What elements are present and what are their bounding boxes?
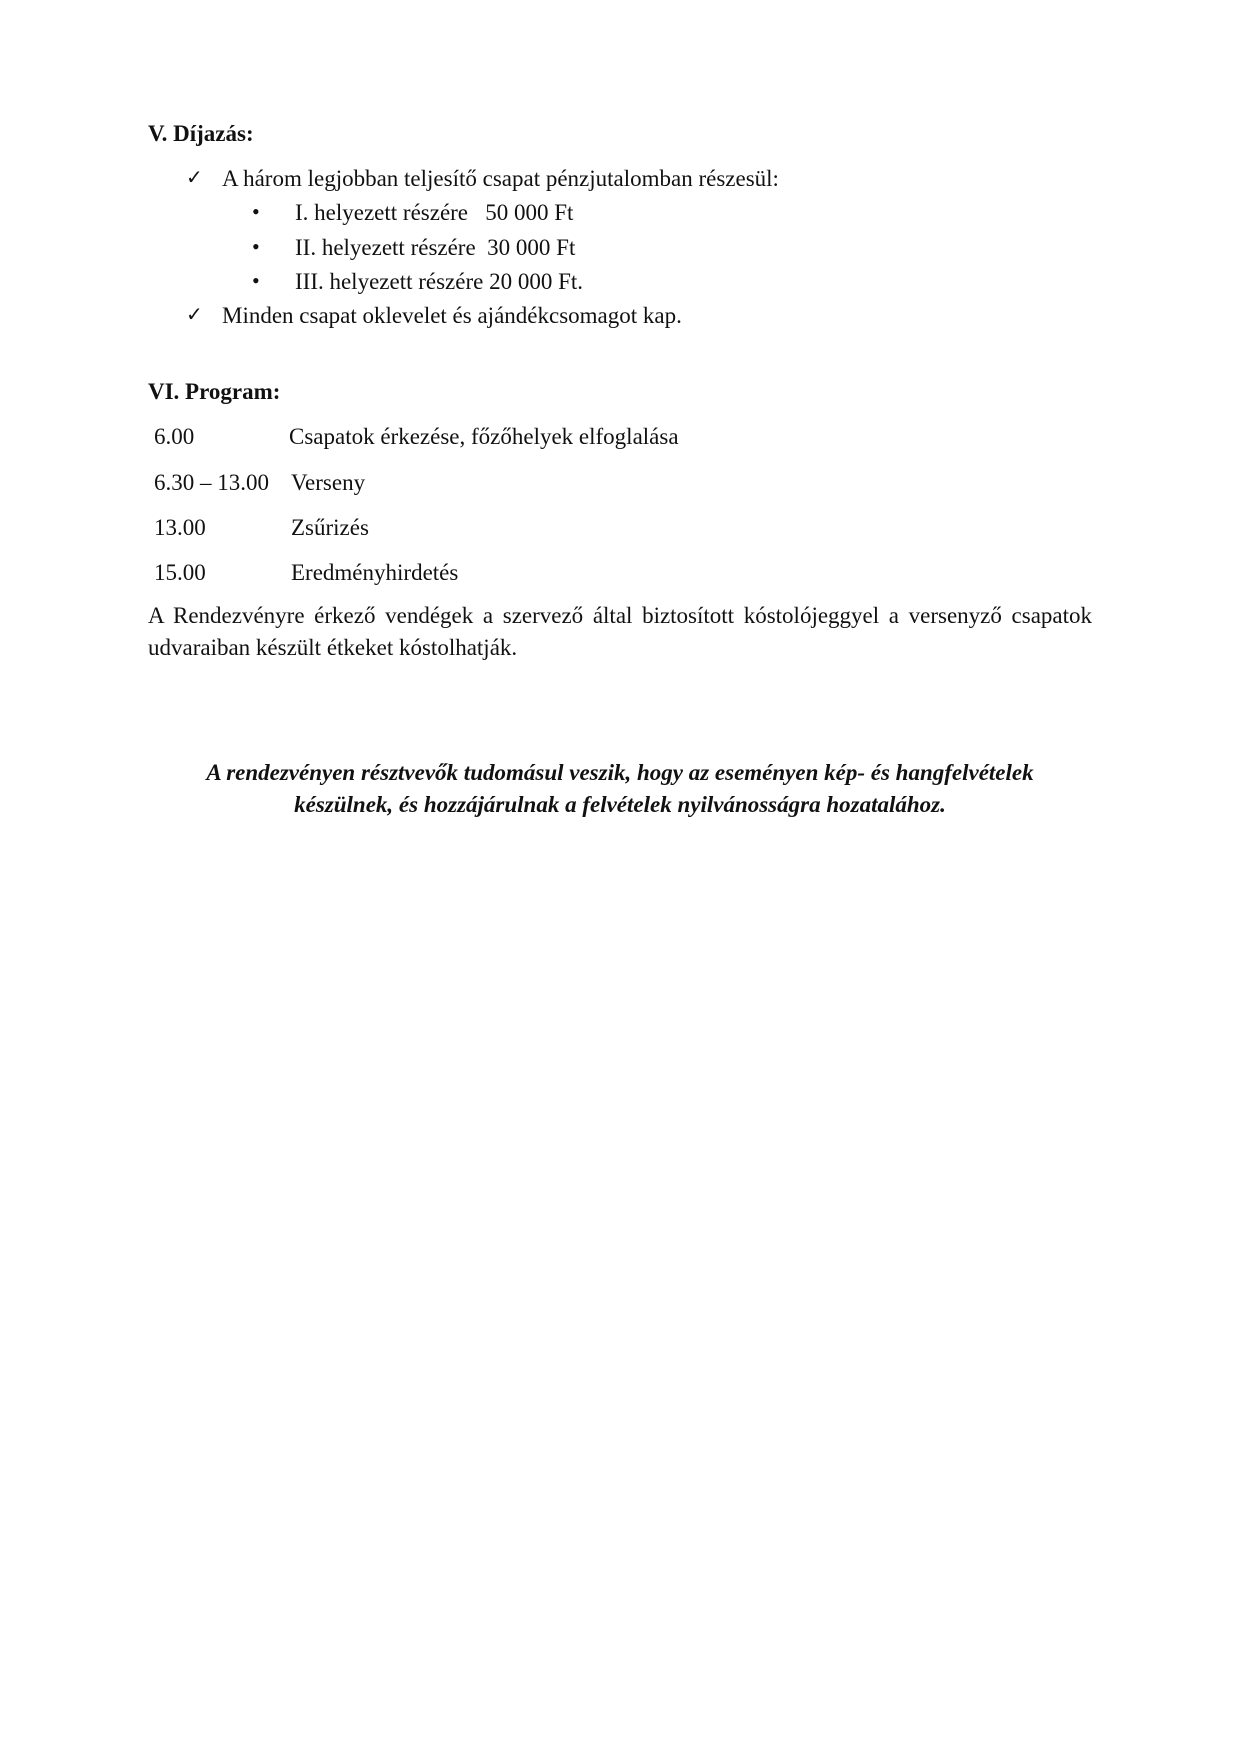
schedule-time: 15.00	[154, 560, 206, 585]
bullet-icon: •	[252, 199, 260, 224]
recording-notice	[148, 757, 1092, 821]
prize-third-place: III. helyezett részére 20 000 Ft.	[295, 269, 584, 294]
tasting-paragraph: A Rendezvényre érkező vendégek a szervező által biztosított kóstolójeggyel a versenyző csapatok udvaraiban készült étkeket kóstolhatják.	[148, 603, 1092, 660]
schedule-event: Csapatok érkezése, főzőhelyek elfoglalása	[289, 424, 679, 449]
checkmark-icon: ✓	[186, 302, 203, 326]
recording-notice-line2: készülnek, és hozzájárulnak a felvételek nyilvánosságra hozatalához.	[294, 792, 946, 817]
recording-notice-line1: A rendezvényen résztvevők tudomásul veszik, hogy az eseményen kép- és hangfelvételek	[206, 760, 1034, 785]
prize-first-place: I. helyezett részére 50 000 Ft	[295, 200, 574, 225]
schedule-event: Zsűrizés	[291, 515, 369, 540]
checkmark-icon: ✓	[186, 165, 203, 189]
prize-intro-text: A három legjobban teljesítő csapat pénzjutalomban részesül:	[222, 166, 779, 191]
section-vi-heading: VI. Program:	[148, 379, 281, 404]
prize-second-place: II. helyezett részére 30 000 Ft	[295, 235, 576, 260]
bullet-icon: •	[252, 268, 260, 293]
schedule-time: 13.00	[154, 515, 206, 540]
schedule-time: 6.30 – 13.00	[154, 470, 269, 495]
schedule-time: 6.00	[154, 424, 195, 449]
schedule-event: Eredményhirdetés	[291, 560, 459, 585]
section-v-heading: V. Díjazás:	[148, 121, 254, 146]
certificate-text: Minden csapat oklevelet és ajándékcsomagot kap.	[222, 303, 682, 328]
schedule-event: Verseny	[291, 470, 366, 495]
bullet-icon: •	[252, 234, 260, 259]
